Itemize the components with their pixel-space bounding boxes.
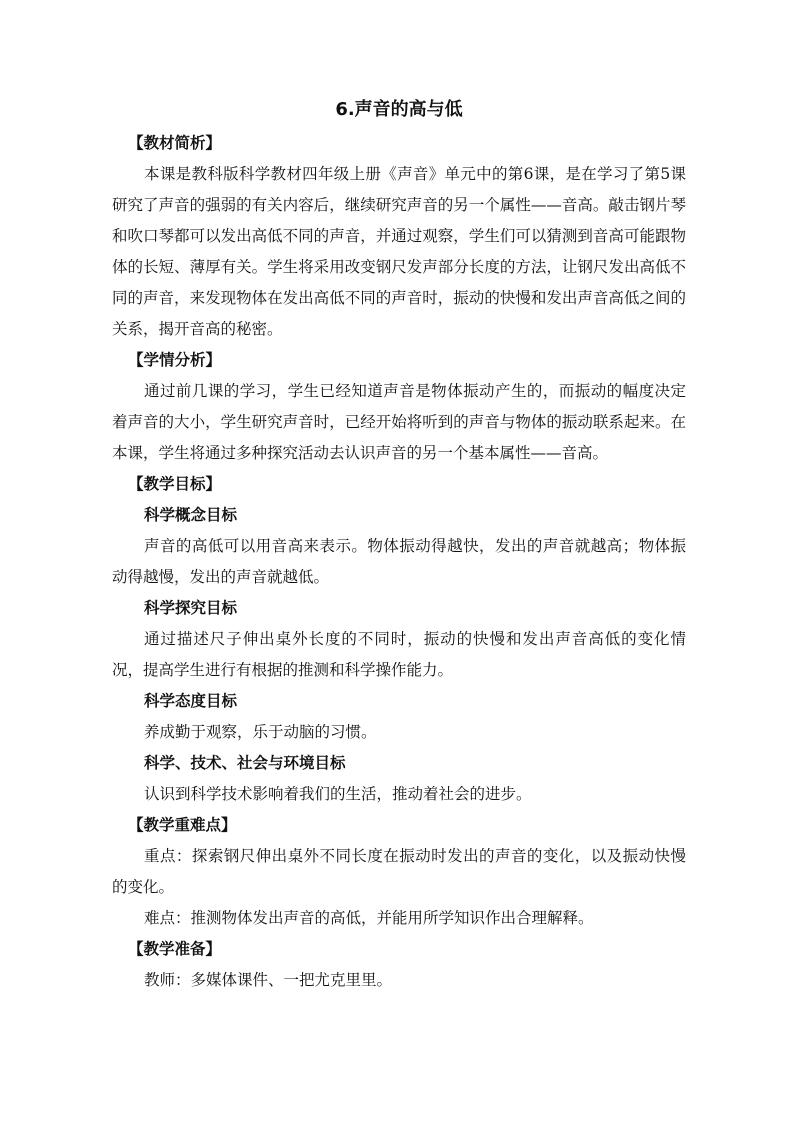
document-page — [112, 96, 686, 996]
attitude-goal-text: 养成勤于观察，乐于动脑的习惯。 — [144, 723, 377, 741]
lesson-title: 6.声音的高与低 — [335, 99, 463, 120]
students-paragraph: 通过前几课的学习，学生已经知道声音是物体振动产生的，而振动的幅度决定着声音的大小，学生研究声音时，已经开始将听到的声音与物体的振动联系起来。在本课，学生将通过多种探究活动去认识声音的另一个基本属性——音高。 — [112, 382, 686, 462]
concept-goal-heading: 科学概念目标 — [144, 506, 238, 524]
teacher-preparation-text: 教师：多媒体课件、一把尤克里里。 — [144, 971, 393, 989]
inquiry-goal-heading: 科学探究目标 — [144, 599, 238, 617]
students-heading: 【学情分析】 — [128, 351, 222, 369]
key-point-text: 重点：探索钢尺伸出桌外不同长度在振动时发出的声音的变化，以及振动快慢的变化。 — [112, 847, 686, 896]
goals-heading: 【教学目标】 — [128, 475, 222, 493]
difficult-point-text: 难点：推测物体发出声音的高低，并能用所学知识作出合理解释。 — [144, 909, 594, 927]
attitude-goal-heading: 科学态度目标 — [144, 692, 238, 710]
analysis-paragraph: 本课是教科版科学教材四年级上册《声音》单元中的第6课，是在学习了第5课研究了声音的强弱的有关内容后，继续研究声音的另一个属性——音高。敲击钢片琴和吹口琴都可以发出高低不同的声音，并通过观察，学生们可以猜测到音高可能跟物体的长短、薄厚有关。学生将采用改变钢尺发声部分长度的方法，让钢尺发出高低不同的声音，来发现物体在发出高低不同的声音时，振动的快慢和发出声音高低之间的关系，揭开音高的秘密。 — [112, 165, 686, 338]
stse-goal-heading: 科学、技术、社会与环境目标 — [144, 754, 346, 772]
inquiry-goal-text: 通过描述尺子伸出桌外长度的不同时，振动的快慢和发出声音高低的变化情况，提高学生进行有根据的推测和科学操作能力。 — [112, 630, 686, 679]
preparation-heading: 【教学准备】 — [128, 940, 222, 958]
analysis-heading: 【教材简析】 — [128, 134, 222, 152]
concept-goal-text: 声音的高低可以用音高来表示。物体振动得越快，发出的声音就越高；物体振动得越慢，发出的声音就越低。 — [112, 537, 686, 586]
stse-goal-text: 认识到科学技术影响着我们的生活，推动着社会的进步。 — [144, 785, 532, 803]
key-points-heading: 【教学重难点】 — [128, 816, 237, 834]
